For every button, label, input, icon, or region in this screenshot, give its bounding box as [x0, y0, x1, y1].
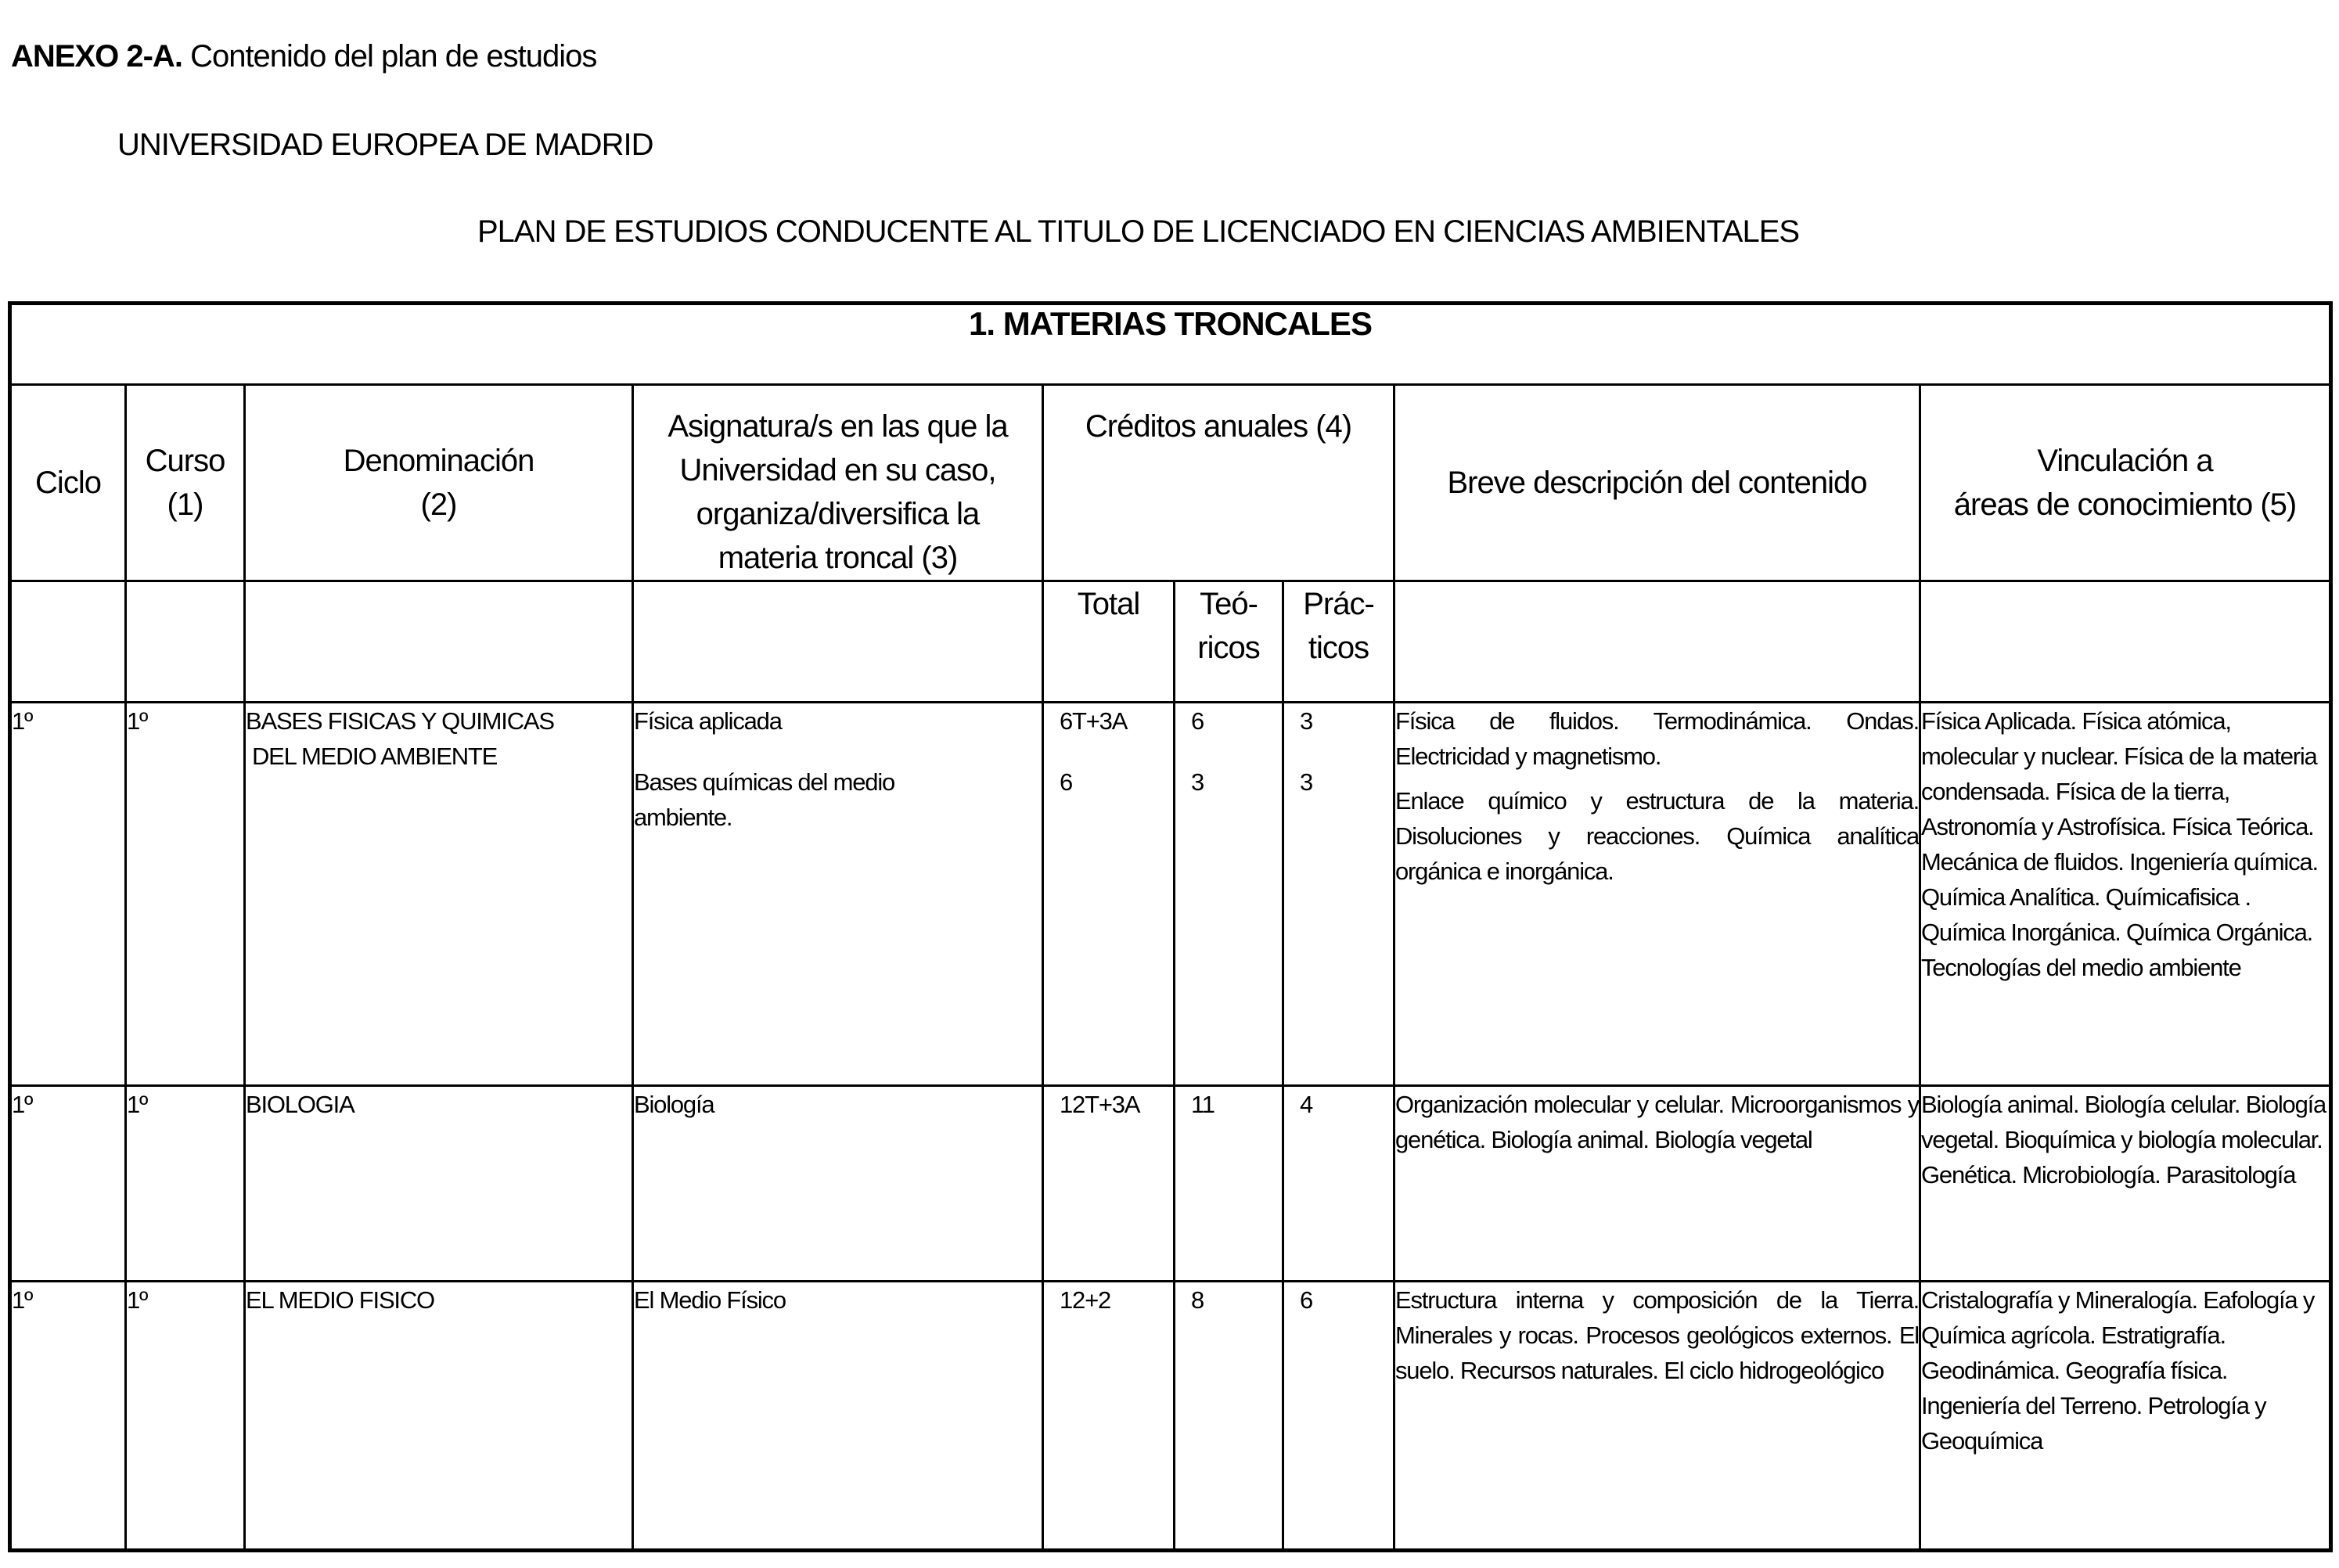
col-header-curso: Curso (1) [126, 385, 245, 581]
university-name: UNIVERSIDAD EUROPEA DE MADRID [117, 128, 653, 162]
plan-title: PLAN DE ESTUDIOS CONDUCENTE AL TITULO DE LICENCIADO EN CIENCIAS AMBIENTALES [477, 214, 1800, 249]
subheader-empty [126, 581, 245, 703]
cell-total: 12+2 [1043, 1282, 1175, 1551]
col-header-vinculacion: Vinculación a áreas de conocimiento (5) [1920, 385, 2331, 581]
cell-teoricos: 8 [1175, 1282, 1283, 1551]
cell-asignaturas: Física aplicada Bases químicas del medio ambiente. [633, 703, 1043, 1086]
cell-practicos: 6 [1283, 1282, 1394, 1551]
cell-descripcion: Estructura interna y composición de la Tierra. Minerales y rocas. Procesos geológicos externos. El suelo. Recursos naturales. El ciclo hidrogeológico [1394, 1282, 1920, 1551]
col-header-teoricos: Teó- ricos [1175, 581, 1283, 703]
cell-ciclo: 1º [10, 1282, 126, 1551]
annex-heading [11, 39, 596, 74]
cell-curso: 1º [126, 703, 245, 1086]
cell-vinculacion: Biología animal. Biología celular. Biología vegetal. Bioquímica y biología molecular. Genética. Microbiología. Parasitología [1920, 1086, 2331, 1282]
col-header-creditos: Créditos anuales (4) [1043, 385, 1394, 581]
table-row [10, 1086, 2331, 1282]
cell-vinculacion: Física Aplicada. Física atómica, molecular y nuclear. Física de la materia condensada. Física de la tierra, Astronomía y Astrofísica. Física Teórica. Mecánica de fluidos. Ingeniería química. Química Analítica. Químicafisica . Química Inorgánica. Química Orgánica. Tecnologías del medio ambiente [1920, 703, 2331, 1086]
cell-descripcion: Organización molecular y celular. Microorganismos y genética. Biología animal. Biología vegetal [1394, 1086, 1920, 1282]
col-header-total: Total [1043, 581, 1175, 703]
cell-teoricos: 11 [1175, 1086, 1283, 1282]
subheader-empty [10, 581, 126, 703]
cell-ciclo: 1º [10, 703, 126, 1086]
cell-curso: 1º [126, 1282, 245, 1551]
cell-denominacion: EL MEDIO FISICO [245, 1282, 633, 1551]
cell-denominacion: BASES FISICAS Y QUIMICAS DEL MEDIO AMBIENTE [245, 703, 633, 1086]
subheader-empty [1394, 581, 1920, 703]
cell-descripcion: Física de fluidos. Termodinámica. Ondas. Electricidad y magnetismo. Enlace químico y estructura de la materia. Disoluciones y reacciones. Química analítica orgánica e inorgánica. [1394, 703, 1920, 1086]
annex-title: Contenido del plan de estudios [190, 39, 597, 74]
cell-practicos: 4 [1283, 1086, 1394, 1282]
col-header-ciclo: Ciclo [10, 385, 126, 581]
subheader-empty [1920, 581, 2331, 703]
cell-asignaturas: El Medio Físico [633, 1282, 1043, 1551]
subheader-empty [245, 581, 633, 703]
cell-teoricos: 6 3 [1175, 703, 1283, 1086]
col-header-denominacion: Denominación (2) [245, 385, 633, 581]
cell-practicos: 3 3 [1283, 703, 1394, 1086]
cell-denominacion: BIOLOGIA [245, 1086, 633, 1282]
col-header-practicos: Prác- ticos [1283, 581, 1394, 703]
cell-asignaturas: Biología [633, 1086, 1043, 1282]
study-plan-table [8, 301, 2333, 1552]
subheader-empty [633, 581, 1043, 703]
cell-ciclo: 1º [10, 1086, 126, 1282]
col-header-descripcion: Breve descripción del contenido [1394, 385, 1920, 581]
col-header-asignatura: Asignatura/s en las que la Universidad en su caso, organiza/diversifica la materia troncal (3) [633, 385, 1043, 581]
table-row [10, 1282, 2331, 1551]
cell-curso: 1º [126, 1086, 245, 1282]
section-title: 1. MATERIAS TRONCALES [10, 304, 2331, 385]
cell-total: 6T+3A 6 [1043, 703, 1175, 1086]
cell-total: 12T+3A [1043, 1086, 1175, 1282]
table-row [10, 703, 2331, 1086]
annex-label: ANEXO 2-A. [11, 39, 182, 74]
cell-vinculacion: Cristalografía y Mineralogía. Eafología y Química agrícola. Estratigrafía. Geodinámica. Geografía física. Ingeniería del Terreno. Petrología y Geoquímica [1920, 1282, 2331, 1551]
